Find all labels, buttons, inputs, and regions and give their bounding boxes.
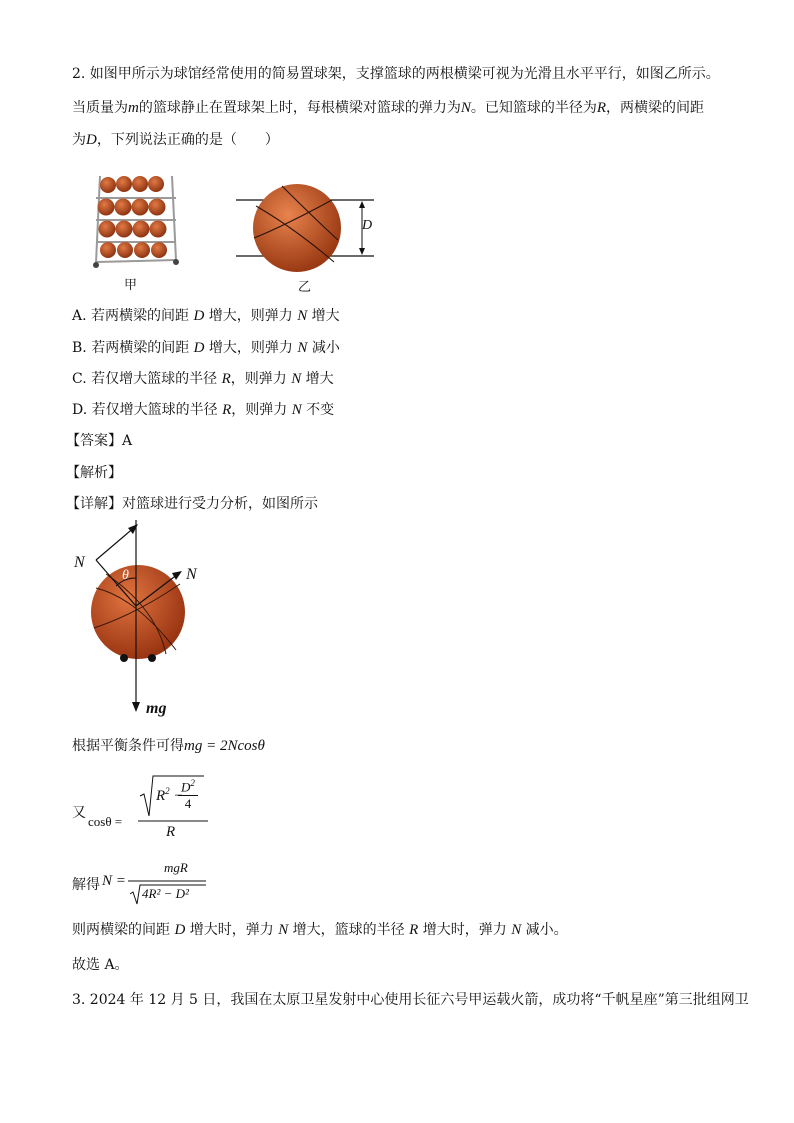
stem-text: ，下列说法正确的是（ ）: [96, 132, 279, 148]
detail-line: 【详解】对篮球进行受力分析，如图所示: [66, 496, 318, 512]
caption-yi: 乙: [298, 280, 312, 295]
stem-text: 的篮球静止在置球架上时，每根横梁对篮球的弹力为: [138, 100, 461, 116]
option-var: N: [297, 308, 308, 324]
var-R: R: [409, 922, 419, 938]
option-b: [72, 338, 340, 358]
option-var: R: [222, 402, 232, 418]
option-text: D. 若仅增大篮球的半径: [72, 402, 223, 418]
stem-text: 。已知篮球的半径为: [470, 100, 597, 116]
eq-lhs: N =: [102, 873, 126, 889]
var-D: D: [174, 922, 186, 938]
option-c: [72, 369, 334, 389]
force-mg: mg: [146, 700, 167, 717]
conc-text: 增大时，弹力: [185, 922, 279, 938]
eq-text: 解得: [72, 877, 100, 893]
q2-stem-line3: [72, 130, 279, 150]
angle-theta: θ: [122, 568, 129, 583]
analysis-heading: 【解析】: [66, 465, 122, 481]
eq-num: mgR: [164, 860, 188, 875]
conc-text: 减小。: [521, 922, 568, 938]
option-var: D: [193, 340, 205, 356]
conc-text: 则两横梁的间距: [72, 922, 175, 938]
inner-num: $D^2$: [178, 778, 198, 796]
answer-line: 【答案】A: [66, 433, 133, 449]
eq-text: 根据平衡条件可得: [72, 738, 184, 754]
option-text: A. 若两横梁的间距: [72, 308, 194, 324]
var-R: R: [156, 788, 166, 804]
q2-stem-line2: [72, 98, 704, 118]
force-N-left: N: [74, 554, 85, 571]
var-D: D: [86, 132, 97, 148]
final-choice: 故选 A。: [72, 957, 129, 973]
q2-stem-line1: 2. 如图甲所示为球馆经常使用的简易置球架，支撑篮球的两根横梁可视为光滑且水平平行，如图乙所示。: [72, 66, 720, 82]
sqrt-content: $R^2$ −: [156, 786, 184, 804]
q3-stem-line1: 3. 2024 年 12 月 5 日，我国在太原卫星发射中心使用长征六号甲运载火箭，成功将“千帆星座”第三批组网卫: [72, 992, 749, 1008]
option-text: 增大，则弹力: [204, 340, 298, 356]
var-R: R: [596, 100, 607, 116]
option-var: N: [291, 402, 302, 418]
inner-fraction: [178, 778, 198, 812]
eq-den: 4R² − D²: [142, 886, 189, 901]
option-text: 增大: [301, 371, 334, 387]
force-diagram: [66, 518, 216, 724]
var-N: N: [460, 100, 471, 116]
option-text: 增大，则弹力: [204, 308, 298, 324]
option-text: B. 若两横梁的间距: [72, 340, 194, 356]
eq-formula: mg = 2Ncosθ: [184, 738, 265, 754]
option-text: C. 若仅增大篮球的半径: [72, 371, 222, 387]
var-N: N: [511, 922, 522, 938]
var-D: D: [181, 779, 191, 795]
option-text: ，则弹力: [231, 402, 292, 418]
conc-text: 增大时，弹力: [418, 922, 512, 938]
ball-rack-figure: [88, 168, 180, 270]
var-m: m: [128, 100, 139, 116]
caption-jia: 甲: [124, 278, 138, 293]
equation-balance: [72, 736, 265, 756]
conc-text: 增大，篮球的半径: [288, 922, 410, 938]
option-text: 增大: [307, 308, 340, 324]
force-N-right: N: [186, 566, 197, 583]
stem-text: 当质量为: [72, 100, 128, 116]
stem-text: ，两横梁的间距: [606, 100, 705, 116]
label-D: D: [362, 218, 373, 233]
option-text: 不变: [301, 402, 335, 418]
eq-lhs: cosθ =: [88, 814, 123, 829]
var-N: N: [278, 922, 289, 938]
option-var: N: [297, 340, 308, 356]
option-var: N: [291, 371, 302, 387]
eq-text: 又: [72, 805, 86, 821]
option-text: 减小: [307, 340, 340, 356]
inner-den: 4: [184, 796, 192, 812]
conclusion-line: [72, 920, 568, 940]
option-text: ，则弹力: [230, 371, 292, 387]
option-var: D: [193, 308, 205, 324]
option-var: R: [221, 371, 231, 387]
outer-den: R: [166, 824, 176, 840]
option-d: [72, 400, 334, 420]
ball-beams-figure: [234, 178, 382, 274]
stem-text: 为: [72, 132, 86, 148]
option-a: [72, 306, 340, 326]
